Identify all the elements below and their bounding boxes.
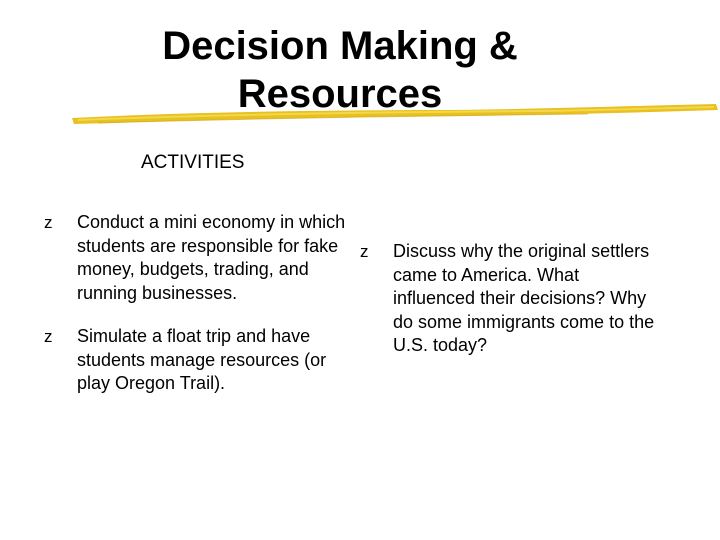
bullet-marker: z bbox=[360, 242, 369, 261]
bullet-item bbox=[44, 211, 354, 305]
subtitle-activities: ACTIVITIES bbox=[141, 152, 245, 173]
bullet-text: Discuss why the original settlers came to America. What influenced their decisions? Why do some immigrants come to the U.S. today? bbox=[393, 241, 655, 355]
bullet-item bbox=[44, 325, 354, 396]
right-bullet-list bbox=[360, 240, 660, 358]
title-underline-brush-stroke bbox=[68, 98, 720, 128]
bullet-text: Simulate a float trip and have students manage resources (or play Oregon Trail). bbox=[77, 326, 327, 393]
bullet-item bbox=[360, 240, 660, 358]
left-bullet-list bbox=[44, 211, 354, 396]
title-line-2: Resources bbox=[237, 72, 443, 116]
bullet-text: Conduct a mini economy in which students are responsible for fake money, budgets, trading, and running businesses. bbox=[77, 212, 346, 303]
bullet-marker: z bbox=[44, 213, 53, 232]
title-line-1: Decision Making & bbox=[162, 24, 518, 68]
bullet-marker: z bbox=[44, 327, 53, 346]
